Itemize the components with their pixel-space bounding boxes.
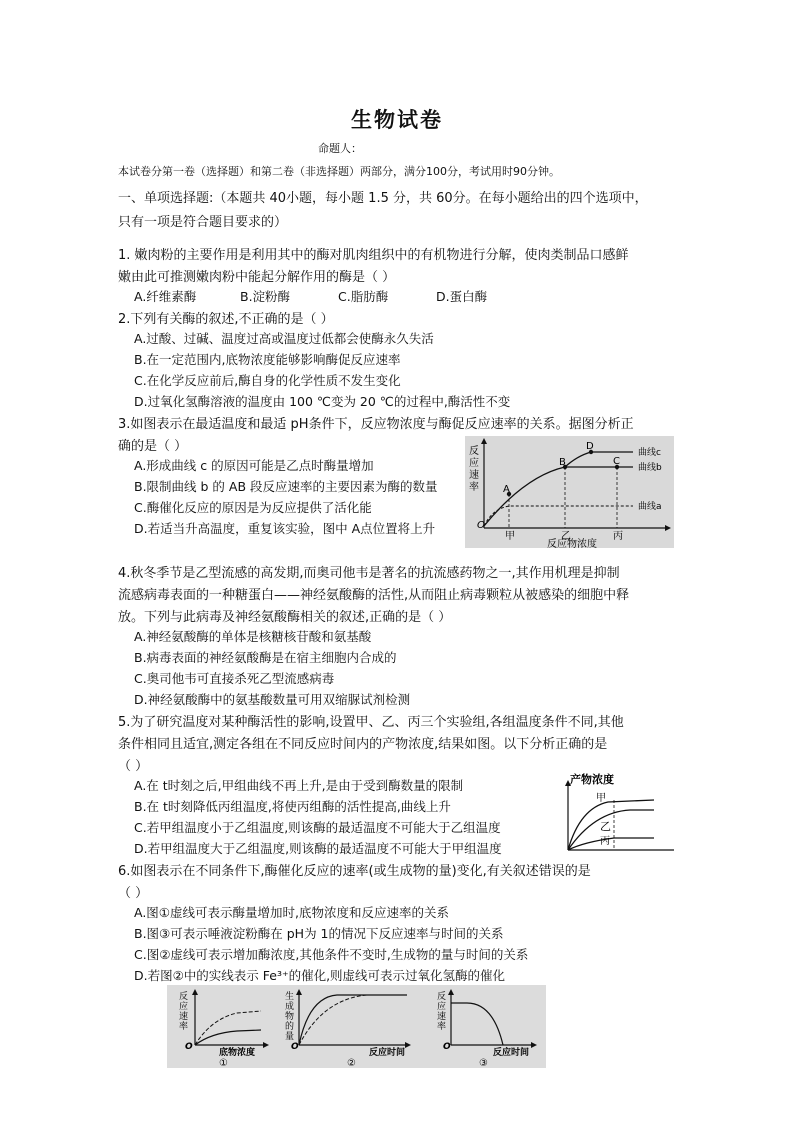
q6-f3-num: ③ — [479, 1058, 488, 1068]
q6-f2-xlabel: 反应时间 — [369, 1048, 406, 1058]
q6-option-d: D.若图②中的实线表示 Fe³⁺的催化,则虚线可表示过氧化氢酶的催化 — [134, 968, 506, 983]
q1-option-c: C.脂肪酶 — [338, 289, 389, 304]
q4-option-a: A.神经氨酸酶的单体是核糖核苷酸和氨基酸 — [134, 629, 372, 644]
q4-stem-cont2: 放。下列与此病毒及神经氨酸酶相关的叙述,正确的是（ ） — [118, 610, 452, 625]
q6-f1-ylabel-0: 反 — [179, 992, 189, 1002]
q3-point-b: B — [559, 457, 566, 468]
q3-figure — [465, 436, 674, 548]
q6-option-c: C.图②虚线可表示增加酶浓度,其他条件不变时,生成物的量与时间的关系 — [134, 947, 529, 962]
q3-option-b: B.限制曲线 b 的 AB 段反应速率的主要因素为酶的数量 — [134, 479, 438, 494]
q3-tick-jia: 甲 — [505, 531, 515, 542]
q5-series-jia: 甲 — [596, 793, 606, 804]
q6-f3-origin: O — [443, 1042, 451, 1052]
q3-ylabel-3: 率 — [469, 482, 479, 493]
exam-intro: 本试卷分第一卷（选择题）和第二卷（非选择题）两部分，满分100分，考试用时90分钟。 — [118, 165, 560, 178]
q6-f2-origin: O — [291, 1042, 299, 1052]
q6-f1-num: ① — [219, 1058, 228, 1068]
q3-option-a: A.形成曲线 c 的原因可能是乙点时酶量增加 — [134, 458, 374, 473]
q1-stem-cont: 嫩由此可推测嫩肉粉中能起分解作用的酶是（ ） — [118, 270, 396, 285]
q3-stem-cont: 确的是（ ） — [118, 439, 188, 454]
q1-option-d: D.蛋白酶 — [436, 289, 488, 304]
q3-option-c: C.酶催化反应的原因是为反应提供了活化能 — [134, 500, 372, 515]
q6-f1-ylabel-3: 率 — [179, 1022, 189, 1032]
q3-curve-b-label: 曲线b — [638, 463, 662, 473]
q2-option-a: A.过酸、过碱、温度过高或温度过低都会使酶永久失活 — [134, 331, 434, 346]
q6-f1-xlabel: 底物浓度 — [219, 1048, 256, 1058]
q5-stem: 5.为了研究温度对某种酶活性的影响,设置甲、乙、丙三个实验组,各组温度条件不同,其他 — [118, 715, 624, 730]
q3-tick-yi: 乙 — [561, 531, 571, 542]
q5-stem-cont2: （ ） — [118, 759, 149, 774]
q6-f2-ylabel-4: 量 — [285, 1032, 295, 1042]
q4-option-b: B.病毒表面的神经氨酸酶是在宿主细胞内合成的 — [134, 650, 397, 665]
q6-option-a: A.图①虚线可表示酶量增加时,底物浓度和反应速率的关系 — [134, 905, 449, 920]
q3-point-d: D — [586, 441, 594, 452]
q2-option-d: D.过氧化氢酶溶液的温度由 100 ℃变为 20 ℃的过程中,酶活性不变 — [134, 394, 511, 409]
author-label: 命题人： — [318, 142, 362, 155]
page-title: 生物试卷 — [351, 107, 443, 132]
section-heading: 一、单项选择题:（本题共 40小题，每小题 1.5 分，共 60分。在每小题给出的四个选项中， — [118, 191, 648, 206]
q5-option-c: C.若甲组温度小于乙组温度,则该酶的最适温度不可能大于乙组温度 — [134, 820, 501, 835]
q1-option-b: B.淀粉酶 — [240, 289, 291, 304]
q6-f3-xlabel: 反应时间 — [493, 1048, 530, 1058]
q4-option-c: C.奥司他韦可直接杀死乙型流感病毒 — [134, 671, 335, 686]
q6-f2-ylabel-3: 的 — [285, 1022, 295, 1032]
q6-f2-ylabel-0: 生 — [285, 992, 295, 1002]
q5-series-bing: 丙 — [600, 836, 610, 847]
q3-option-d: D.若适当升高温度，重复该实验，图中 A点位置将上升 — [134, 521, 436, 536]
q5-option-b: B.在 t时刻降低丙组温度,将使丙组酶的活性提高,曲线上升 — [134, 799, 451, 814]
q3-point-a: A — [503, 484, 510, 495]
q6-f2-ylabel-1: 成 — [285, 1002, 295, 1012]
q5-ylabel: 产物浓度 — [570, 773, 614, 786]
q6-f2-num: ② — [347, 1058, 356, 1068]
q6-f1-origin: O — [185, 1042, 193, 1052]
q3-curve-c-label: 曲线c — [638, 448, 661, 458]
q5-option-a: A.在 t时刻之后,甲组曲线不再上升,是由于受到酶数量的限制 — [134, 778, 464, 793]
q3-stem: 3.如图表示在最适温度和最适 pH条件下，反应物浓度与酶促反应速率的关系。据图分析正 — [118, 417, 634, 432]
q6-stem-cont: （ ） — [118, 886, 149, 901]
q6-option-b: B.图③可表示唾液淀粉酶在 pH为 1的情况下反应速率与时间的关系 — [134, 926, 504, 941]
q1-stem: 1. 嫩肉粉的主要作用是利用其中的酶对肌肉组织中的有机物进行分解，使肉类制品口感鲜 — [118, 248, 629, 263]
q6-f3-ylabel-1: 应 — [437, 1002, 447, 1012]
q5-stem-cont1: 条件相同且适宜,测定各组在不同反应时间内的产物浓度,结果如图。以下分析正确的是 — [118, 737, 608, 752]
q3-ylabel-2: 速 — [469, 470, 479, 481]
q6-f3-ylabel-0: 反 — [437, 992, 447, 1002]
q3-point-c: C — [613, 456, 620, 467]
q2-option-c: C.在化学反应前后,酶自身的化学性质不发生变化 — [134, 373, 401, 388]
q5-option-d: D.若甲组温度大于乙组温度,则该酶的最适温度不可能大于甲组温度 — [134, 841, 502, 856]
q6-f1-ylabel-1: 应 — [179, 1002, 189, 1012]
q6-f3-ylabel-3: 率 — [437, 1022, 447, 1032]
q6-figures — [167, 985, 546, 1068]
q1-option-a: A.纤维素酶 — [134, 289, 197, 304]
q3-ylabel-1: 应 — [469, 458, 479, 469]
q2-stem: 2.下列有关酶的叙述,不正确的是（ ） — [118, 312, 334, 327]
q3-curve-a-label: 曲线a — [638, 502, 662, 512]
q4-option-d: D.神经氨酸酶中的氨基酸数量可用双缩脲试剂检测 — [134, 692, 411, 707]
q3-tick-bing: 丙 — [613, 531, 623, 542]
q3-xlabel: 反应物浓度 — [547, 539, 597, 548]
q4-stem-cont1: 流感病毒表面的一种糖蛋白——神经氨酸酶的活性,从而阻止病毒颗粒从被感染的细胞中释 — [118, 588, 630, 603]
q3-ylabel-0: 反 — [469, 446, 479, 457]
q6-f2-ylabel-2: 物 — [285, 1012, 295, 1022]
q5-series-yi: 乙 — [600, 820, 611, 833]
q2-option-b: B.在一定范围内,底物浓度能够影响酶促反应速率 — [134, 352, 401, 367]
q6-f1-ylabel-2: 速 — [179, 1012, 189, 1022]
q6-f3-ylabel-2: 速 — [437, 1012, 447, 1022]
q5-figure — [560, 770, 678, 854]
q6-stem: 6.如图表示在不同条件下,酶催化反应的速率(或生成物的量)变化,有关叙述错误的是 — [118, 864, 591, 879]
q4-stem: 4.秋冬季节是乙型流感的高发期,而奥司他韦是著名的抗流感药物之一,其作用机理是抑制 — [118, 566, 620, 581]
q3-origin: O — [477, 520, 485, 531]
section-heading-cont: 只有一项是符合题目要求的） — [118, 215, 288, 230]
